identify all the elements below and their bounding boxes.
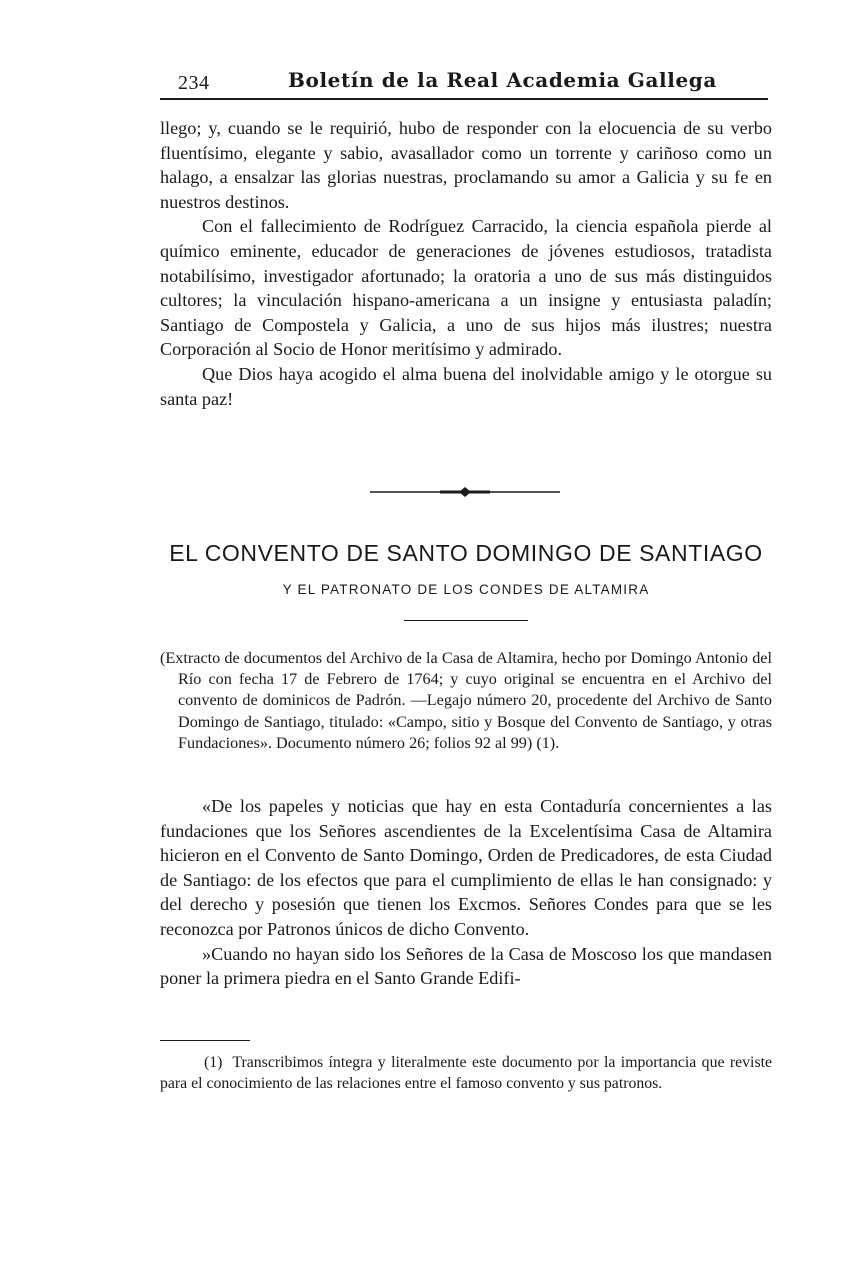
paragraph: Con el fallecimiento de Rodríguez Carracido, la ciencia española pierde al químico eminente, educador de generaciones de jóvenes estudiosos, tratadista notabilísimo, investigador afortunado; la oratoria a uno de sus más distinguidos cultores; la vinculación hispano-americana a un insigne y entusiasta paladín; Santiago de Compostela y Galicia, a uno de sus hijos más ilustres; nuestra Corporación al Socio de Honor meritísimo y admirado. [160,216,772,360]
document-extract [160,648,772,754]
upper-text-block [160,116,772,411]
footnote [160,1052,772,1094]
article-subtitle: Y EL PATRONATO DE LOS CONDES DE ALTAMIRA [282,582,650,597]
footnote-marker: (1) [204,1054,223,1071]
extract-paragraph: (Extracto de documentos del Archivo de la Casa de Altamira, hecho por Domingo Antonio del Río con fecha 17 de Febrero de 1764; y cuyo original se encuentra en el Archivo del convento de dominicos de Padrón. —Legajo número 20, procedente del Archivo de Santo Domingo de Santiago, titulado: «Campo, sitio y Bosque del Convento de Santiago, y otras Fundaciones». Documento número 26; folios 92 al 99) (1). [160,649,772,752]
paragraph: »Cuando no hayan sido los Señores de la Casa de Moscoso los que mandasen poner la primera piedra en el Santo Grande Edifi- [160,943,772,989]
running-title: Boletín de la Real Academia Gallega [288,68,717,92]
footnote-divider [160,1040,250,1041]
page-header [160,68,768,100]
footnote-text: Transcribimos íntegra y literalmente este documento por la importancia que reviste para el conocimiento de las relaciones entre el famoso convento y sus patronos. [160,1054,772,1093]
article-body [160,794,772,991]
divider [404,620,528,621]
page-number: 234 [178,72,210,94]
paragraph: llego; y, cuando se le requirió, hubo de responder con la elocuencia de su verbo fluentísimo, elegante y sabio, avasallador como un torrente y cariñoso como un halago, a ensalzar las glorias nuestras, proclamando su amor a Galicia y su fe en nuestros destinos. [160,118,772,212]
article-title: EL CONVENTO DE SANTO DOMINGO DE SANTIAGO [169,540,763,566]
section-ornament [370,484,560,500]
paragraph: «De los papeles y noticias que hay en esta Contaduría concernientes a las fundaciones que los Señores ascendientes de la Excelentísima Casa de Altamira hicieron en el Convento de Santo Domingo, Orden de Predicadores, de esta Ciudad de Santiago: de los efectos que para el cumplimiento de ellas le han consignado: y del derecho y posesión que tienen los Excmos. Señores Condes para que se les reconozca por Patronos únicos de dicho Convento. [160,796,772,939]
paragraph: Que Dios haya acogido el alma buena del inolvidable amigo y le otorgue su santa paz! [160,363,772,409]
